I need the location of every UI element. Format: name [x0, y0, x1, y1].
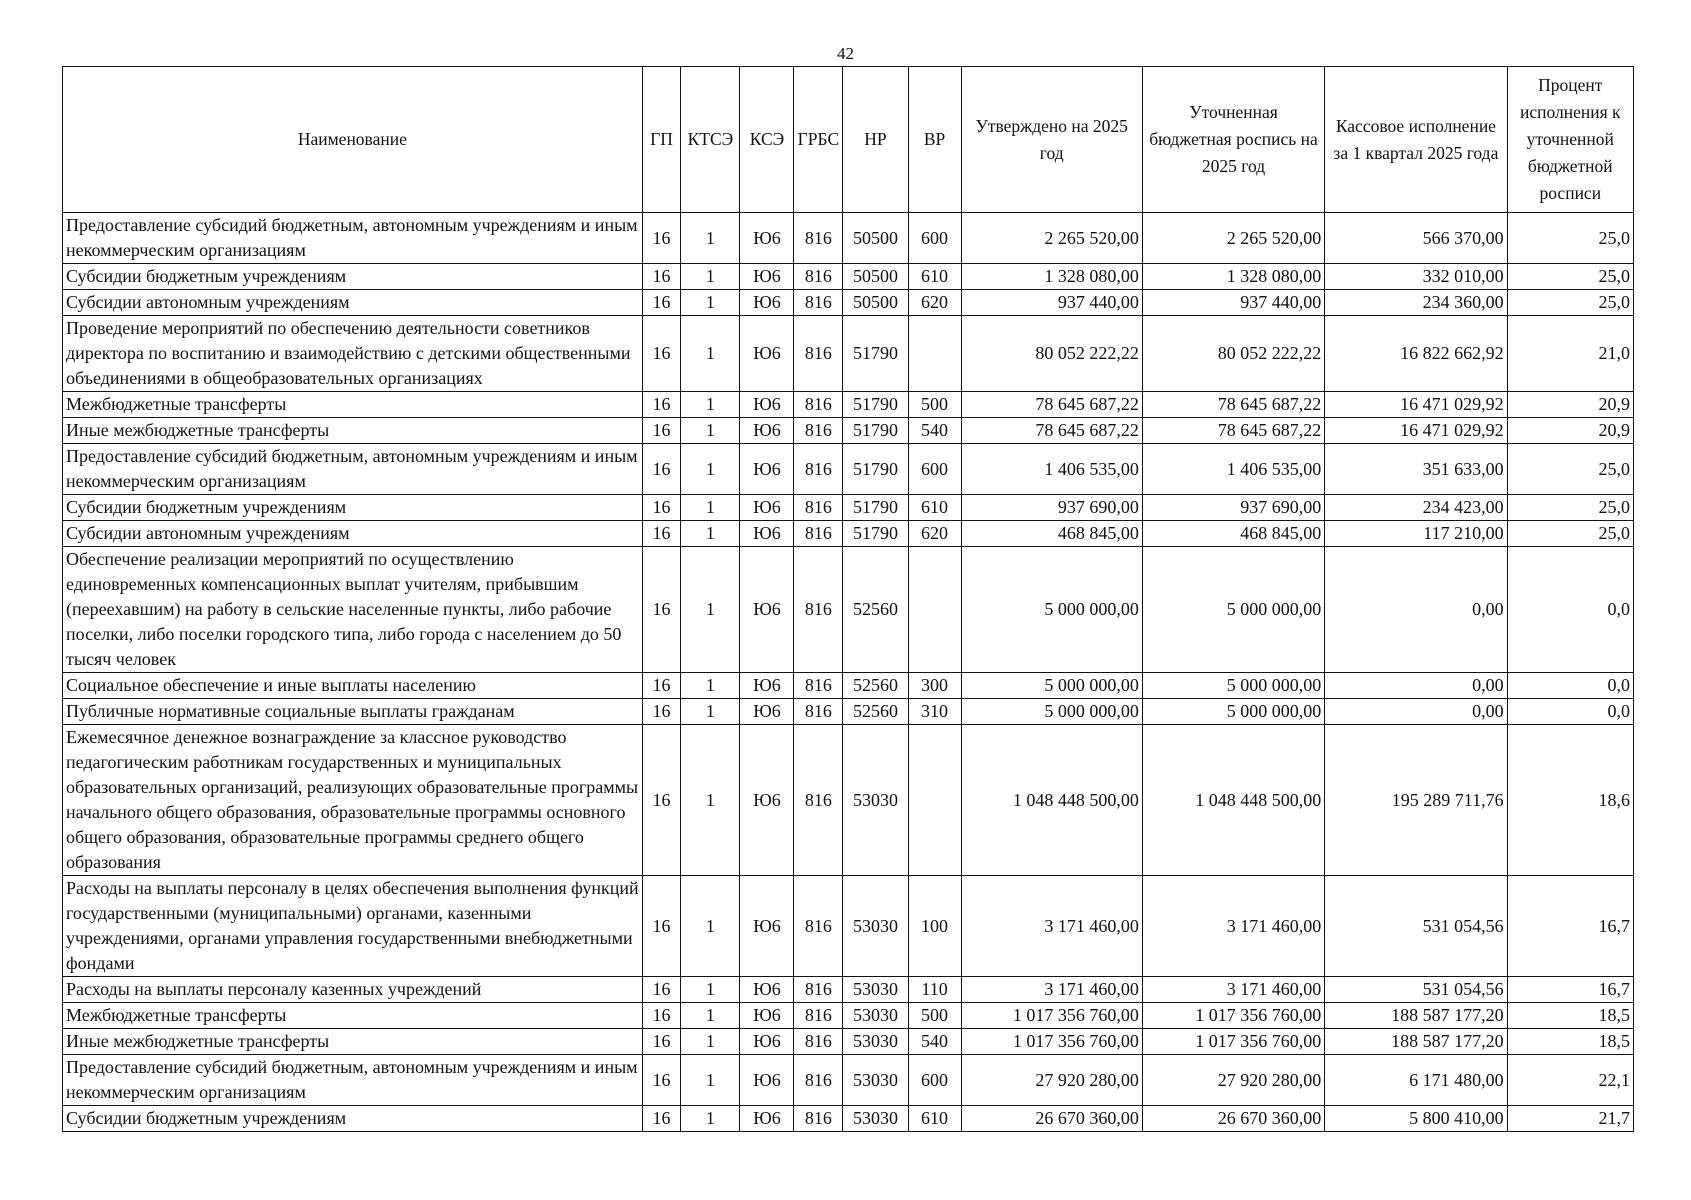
cell-nr: 50500: [843, 213, 908, 264]
cell-cash: 332 010,00: [1325, 264, 1507, 290]
cell-nr: 51790: [843, 521, 908, 547]
cell-kse: Ю6: [740, 725, 794, 876]
cell-cash: 0,00: [1325, 699, 1507, 725]
cell-percent: 20,9: [1507, 392, 1633, 418]
table-row: [63, 1003, 1634, 1029]
cell-vr: 620: [908, 290, 961, 316]
cell-ktse: 1: [681, 673, 740, 699]
cell-cash: 0,00: [1325, 673, 1507, 699]
cell-cash: 188 587 177,20: [1325, 1003, 1507, 1029]
cell-percent: 25,0: [1507, 290, 1633, 316]
cell-grbs: 816: [794, 1106, 843, 1132]
cell-approved: 1 406 535,00: [961, 444, 1142, 495]
cell-percent: 25,0: [1507, 444, 1633, 495]
cell-cash: 351 633,00: [1325, 444, 1507, 495]
cell-nr: 51790: [843, 392, 908, 418]
cell-refined: 5 000 000,00: [1142, 547, 1324, 673]
cell-grbs: 816: [794, 418, 843, 444]
cell-kse: Ю6: [740, 977, 794, 1003]
cell-gp: 16: [642, 1106, 681, 1132]
table-row: [63, 213, 1634, 264]
cell-refined: 26 670 360,00: [1142, 1106, 1324, 1132]
col-header-cash: Кассовое исполнение за 1 квартал 2025 года: [1325, 67, 1507, 213]
col-header-vr: ВР: [908, 67, 961, 213]
cell-approved: 468 845,00: [961, 521, 1142, 547]
cell-name: Социальное обеспечение и иные выплаты населению: [63, 673, 643, 699]
cell-ktse: 1: [681, 1029, 740, 1055]
cell-ktse: 1: [681, 1106, 740, 1132]
cell-cash: 0,00: [1325, 547, 1507, 673]
table-row: [63, 699, 1634, 725]
cell-percent: 18,5: [1507, 1003, 1633, 1029]
cell-approved: 5 000 000,00: [961, 673, 1142, 699]
cell-vr: 540: [908, 418, 961, 444]
cell-nr: 51790: [843, 316, 908, 392]
col-header-name: Наименование: [63, 67, 643, 213]
cell-kse: Ю6: [740, 418, 794, 444]
cell-refined: 3 171 460,00: [1142, 876, 1324, 977]
cell-cash: 16 822 662,92: [1325, 316, 1507, 392]
cell-cash: 531 054,56: [1325, 977, 1507, 1003]
cell-percent: 16,7: [1507, 876, 1633, 977]
cell-vr: 310: [908, 699, 961, 725]
cell-gp: 16: [642, 264, 681, 290]
cell-name: Субсидии автономным учреждениям: [63, 290, 643, 316]
table-row: [63, 316, 1634, 392]
table-row: [63, 495, 1634, 521]
cell-kse: Ю6: [740, 264, 794, 290]
cell-gp: 16: [642, 876, 681, 977]
cell-cash: 16 471 029,92: [1325, 392, 1507, 418]
cell-percent: 25,0: [1507, 264, 1633, 290]
col-header-ktse: КТСЭ: [681, 67, 740, 213]
table-row: [63, 977, 1634, 1003]
cell-gp: 16: [642, 673, 681, 699]
cell-kse: Ю6: [740, 392, 794, 418]
cell-kse: Ю6: [740, 316, 794, 392]
cell-cash: 234 423,00: [1325, 495, 1507, 521]
cell-approved: 80 052 222,22: [961, 316, 1142, 392]
cell-refined: 1 328 080,00: [1142, 264, 1324, 290]
cell-nr: 51790: [843, 495, 908, 521]
cell-vr: 500: [908, 1003, 961, 1029]
cell-refined: 1 406 535,00: [1142, 444, 1324, 495]
cell-nr: 53030: [843, 725, 908, 876]
table-row: [63, 418, 1634, 444]
cell-name: Обеспечение реализации мероприятий по осуществлению единовременных компенсационных выплат учителям, прибывшим (переехавшим) на работу в сельские населенные пункты, либо рабочие поселки, либо поселки городского типа, либо города с населением до 50 тысяч человек: [63, 547, 643, 673]
cell-approved: 5 000 000,00: [961, 547, 1142, 673]
cell-vr: 540: [908, 1029, 961, 1055]
cell-gp: 16: [642, 495, 681, 521]
cell-gp: 16: [642, 418, 681, 444]
cell-grbs: 816: [794, 495, 843, 521]
cell-approved: 1 017 356 760,00: [961, 1029, 1142, 1055]
cell-percent: 0,0: [1507, 547, 1633, 673]
cell-nr: 53030: [843, 977, 908, 1003]
cell-vr: 110: [908, 977, 961, 1003]
cell-percent: 25,0: [1507, 213, 1633, 264]
cell-grbs: 816: [794, 699, 843, 725]
table-row: [63, 392, 1634, 418]
cell-name: Иные межбюджетные трансферты: [63, 418, 643, 444]
cell-cash: 5 800 410,00: [1325, 1106, 1507, 1132]
cell-vr: [908, 725, 961, 876]
cell-refined: 78 645 687,22: [1142, 418, 1324, 444]
cell-refined: 1 017 356 760,00: [1142, 1029, 1324, 1055]
cell-name: Субсидии бюджетным учреждениям: [63, 264, 643, 290]
cell-vr: 500: [908, 392, 961, 418]
col-header-percent: Процент исполнения к уточненной бюджетной росписи: [1507, 67, 1633, 213]
cell-name: Иные межбюджетные трансферты: [63, 1029, 643, 1055]
table-row: [63, 1029, 1634, 1055]
cell-grbs: 816: [794, 725, 843, 876]
cell-approved: 78 645 687,22: [961, 392, 1142, 418]
cell-grbs: 816: [794, 547, 843, 673]
cell-grbs: 816: [794, 1003, 843, 1029]
cell-grbs: 816: [794, 977, 843, 1003]
table-body: [63, 213, 1634, 1132]
cell-vr: 620: [908, 521, 961, 547]
cell-nr: 51790: [843, 418, 908, 444]
cell-ktse: 1: [681, 1003, 740, 1029]
cell-nr: 53030: [843, 876, 908, 977]
cell-percent: 21,0: [1507, 316, 1633, 392]
cell-percent: 20,9: [1507, 418, 1633, 444]
cell-kse: Ю6: [740, 876, 794, 977]
cell-kse: Ю6: [740, 1029, 794, 1055]
cell-ktse: 1: [681, 876, 740, 977]
col-header-refined: Уточненная бюджетная роспись на 2025 год: [1142, 67, 1324, 213]
cell-kse: Ю6: [740, 673, 794, 699]
cell-nr: 53030: [843, 1003, 908, 1029]
cell-gp: 16: [642, 444, 681, 495]
cell-ktse: 1: [681, 547, 740, 673]
cell-refined: 937 690,00: [1142, 495, 1324, 521]
cell-gp: 16: [642, 392, 681, 418]
cell-cash: 6 171 480,00: [1325, 1055, 1507, 1106]
cell-cash: 188 587 177,20: [1325, 1029, 1507, 1055]
cell-percent: 21,7: [1507, 1106, 1633, 1132]
cell-approved: 3 171 460,00: [961, 977, 1142, 1003]
cell-approved: 937 690,00: [961, 495, 1142, 521]
cell-ktse: 1: [681, 213, 740, 264]
cell-grbs: 816: [794, 316, 843, 392]
cell-nr: 53030: [843, 1055, 908, 1106]
cell-nr: 53030: [843, 1106, 908, 1132]
cell-approved: 1 017 356 760,00: [961, 1003, 1142, 1029]
cell-refined: 468 845,00: [1142, 521, 1324, 547]
cell-name: Проведение мероприятий по обеспечению деятельности советников директора по воспитанию и взаимодействию с детскими общественными объединениями в общеобразовательных организациях: [63, 316, 643, 392]
cell-nr: 50500: [843, 290, 908, 316]
cell-nr: 51790: [843, 444, 908, 495]
cell-name: Межбюджетные трансферты: [63, 1003, 643, 1029]
cell-grbs: 816: [794, 444, 843, 495]
table-row: [63, 725, 1634, 876]
cell-ktse: 1: [681, 977, 740, 1003]
cell-percent: 25,0: [1507, 521, 1633, 547]
cell-refined: 2 265 520,00: [1142, 213, 1324, 264]
cell-vr: 600: [908, 444, 961, 495]
cell-cash: 16 471 029,92: [1325, 418, 1507, 444]
col-header-gp: ГП: [642, 67, 681, 213]
cell-cash: 531 054,56: [1325, 876, 1507, 977]
table-row: [63, 1106, 1634, 1132]
cell-grbs: 816: [794, 521, 843, 547]
table-row: [63, 264, 1634, 290]
cell-grbs: 816: [794, 213, 843, 264]
cell-kse: Ю6: [740, 547, 794, 673]
header-row: [63, 67, 1634, 213]
table-row: [63, 673, 1634, 699]
cell-approved: 5 000 000,00: [961, 699, 1142, 725]
cell-refined: 1 017 356 760,00: [1142, 1003, 1324, 1029]
cell-refined: 27 920 280,00: [1142, 1055, 1324, 1106]
cell-name: Межбюджетные трансферты: [63, 392, 643, 418]
cell-ktse: 1: [681, 444, 740, 495]
cell-percent: 0,0: [1507, 673, 1633, 699]
cell-percent: 25,0: [1507, 495, 1633, 521]
cell-gp: 16: [642, 977, 681, 1003]
cell-gp: 16: [642, 1003, 681, 1029]
cell-kse: Ю6: [740, 1003, 794, 1029]
cell-nr: 52560: [843, 699, 908, 725]
cell-kse: Ю6: [740, 699, 794, 725]
cell-name: Ежемесячное денежное вознаграждение за классное руководство педагогическим работникам государственных и муниципальных образовательных организаций, реализующих образовательные программы начального общего образования, образовательные программы основного общего образования, образовательные программы среднего общего образования: [63, 725, 643, 876]
cell-kse: Ю6: [740, 521, 794, 547]
cell-name: Расходы на выплаты персоналу казенных учреждений: [63, 977, 643, 1003]
cell-refined: 5 000 000,00: [1142, 699, 1324, 725]
cell-cash: 234 360,00: [1325, 290, 1507, 316]
cell-ktse: 1: [681, 290, 740, 316]
cell-vr: 100: [908, 876, 961, 977]
cell-approved: 27 920 280,00: [961, 1055, 1142, 1106]
cell-gp: 16: [642, 547, 681, 673]
cell-gp: 16: [642, 290, 681, 316]
cell-refined: 5 000 000,00: [1142, 673, 1324, 699]
cell-ktse: 1: [681, 725, 740, 876]
cell-name: Предоставление субсидий бюджетным, автономным учреждениям и иным некоммерческим организациям: [63, 213, 643, 264]
cell-cash: 195 289 711,76: [1325, 725, 1507, 876]
cell-percent: 16,7: [1507, 977, 1633, 1003]
cell-kse: Ю6: [740, 495, 794, 521]
cell-approved: 1 048 448 500,00: [961, 725, 1142, 876]
cell-approved: 3 171 460,00: [961, 876, 1142, 977]
cell-grbs: 816: [794, 1055, 843, 1106]
page-number: 42: [837, 44, 854, 63]
cell-ktse: 1: [681, 521, 740, 547]
cell-ktse: 1: [681, 264, 740, 290]
cell-percent: 18,6: [1507, 725, 1633, 876]
cell-ktse: 1: [681, 699, 740, 725]
cell-name: Субсидии автономным учреждениям: [63, 521, 643, 547]
cell-nr: 52560: [843, 547, 908, 673]
cell-name: Субсидии бюджетным учреждениям: [63, 495, 643, 521]
budget-table: [62, 66, 1634, 1132]
cell-vr: 610: [908, 495, 961, 521]
cell-approved: 26 670 360,00: [961, 1106, 1142, 1132]
cell-percent: 0,0: [1507, 699, 1633, 725]
cell-gp: 16: [642, 1055, 681, 1106]
cell-gp: 16: [642, 1029, 681, 1055]
cell-kse: Ю6: [740, 290, 794, 316]
cell-vr: 610: [908, 264, 961, 290]
table-row: [63, 444, 1634, 495]
cell-grbs: 816: [794, 876, 843, 977]
cell-grbs: 816: [794, 673, 843, 699]
cell-percent: 18,5: [1507, 1029, 1633, 1055]
cell-refined: 78 645 687,22: [1142, 392, 1324, 418]
col-header-approved: Утверждено на 2025 год: [961, 67, 1142, 213]
cell-name: Субсидии бюджетным учреждениям: [63, 1106, 643, 1132]
cell-gp: 16: [642, 699, 681, 725]
cell-refined: 1 048 448 500,00: [1142, 725, 1324, 876]
cell-vr: 610: [908, 1106, 961, 1132]
cell-gp: 16: [642, 316, 681, 392]
table-row: [63, 547, 1634, 673]
cell-approved: 937 440,00: [961, 290, 1142, 316]
cell-grbs: 816: [794, 290, 843, 316]
cell-name: Публичные нормативные социальные выплаты гражданам: [63, 699, 643, 725]
cell-kse: Ю6: [740, 1055, 794, 1106]
cell-vr: 600: [908, 213, 961, 264]
table-row: [63, 876, 1634, 977]
cell-approved: 78 645 687,22: [961, 418, 1142, 444]
cell-kse: Ю6: [740, 444, 794, 495]
cell-grbs: 816: [794, 1029, 843, 1055]
cell-ktse: 1: [681, 418, 740, 444]
cell-approved: 2 265 520,00: [961, 213, 1142, 264]
cell-ktse: 1: [681, 392, 740, 418]
cell-refined: 937 440,00: [1142, 290, 1324, 316]
cell-nr: 53030: [843, 1029, 908, 1055]
cell-name: Предоставление субсидий бюджетным, автономным учреждениям и иным некоммерческим организациям: [63, 444, 643, 495]
cell-vr: 600: [908, 1055, 961, 1106]
cell-ktse: 1: [681, 1055, 740, 1106]
cell-cash: 117 210,00: [1325, 521, 1507, 547]
cell-kse: Ю6: [740, 213, 794, 264]
cell-refined: 3 171 460,00: [1142, 977, 1324, 1003]
cell-ktse: 1: [681, 316, 740, 392]
cell-nr: 52560: [843, 673, 908, 699]
cell-name: Расходы на выплаты персоналу в целях обеспечения выполнения функций государственными (муниципальными) органами, казенными учреждениями, органами управления государственными внебюджетными фондами: [63, 876, 643, 977]
cell-vr: 300: [908, 673, 961, 699]
cell-name: Предоставление субсидий бюджетным, автономным учреждениям и иным некоммерческим организациям: [63, 1055, 643, 1106]
table-row: [63, 1055, 1634, 1106]
cell-vr: [908, 547, 961, 673]
cell-gp: 16: [642, 725, 681, 876]
cell-percent: 22,1: [1507, 1055, 1633, 1106]
cell-gp: 16: [642, 521, 681, 547]
cell-nr: 50500: [843, 264, 908, 290]
col-header-nr: НР: [843, 67, 908, 213]
table-row: [63, 290, 1634, 316]
col-header-grbs: ГРБС: [794, 67, 843, 213]
cell-grbs: 816: [794, 392, 843, 418]
cell-grbs: 816: [794, 264, 843, 290]
cell-gp: 16: [642, 213, 681, 264]
table-row: [63, 521, 1634, 547]
cell-ktse: 1: [681, 495, 740, 521]
cell-refined: 80 052 222,22: [1142, 316, 1324, 392]
cell-cash: 566 370,00: [1325, 213, 1507, 264]
cell-vr: [908, 316, 961, 392]
cell-kse: Ю6: [740, 1106, 794, 1132]
col-header-kse: КСЭ: [740, 67, 794, 213]
cell-approved: 1 328 080,00: [961, 264, 1142, 290]
